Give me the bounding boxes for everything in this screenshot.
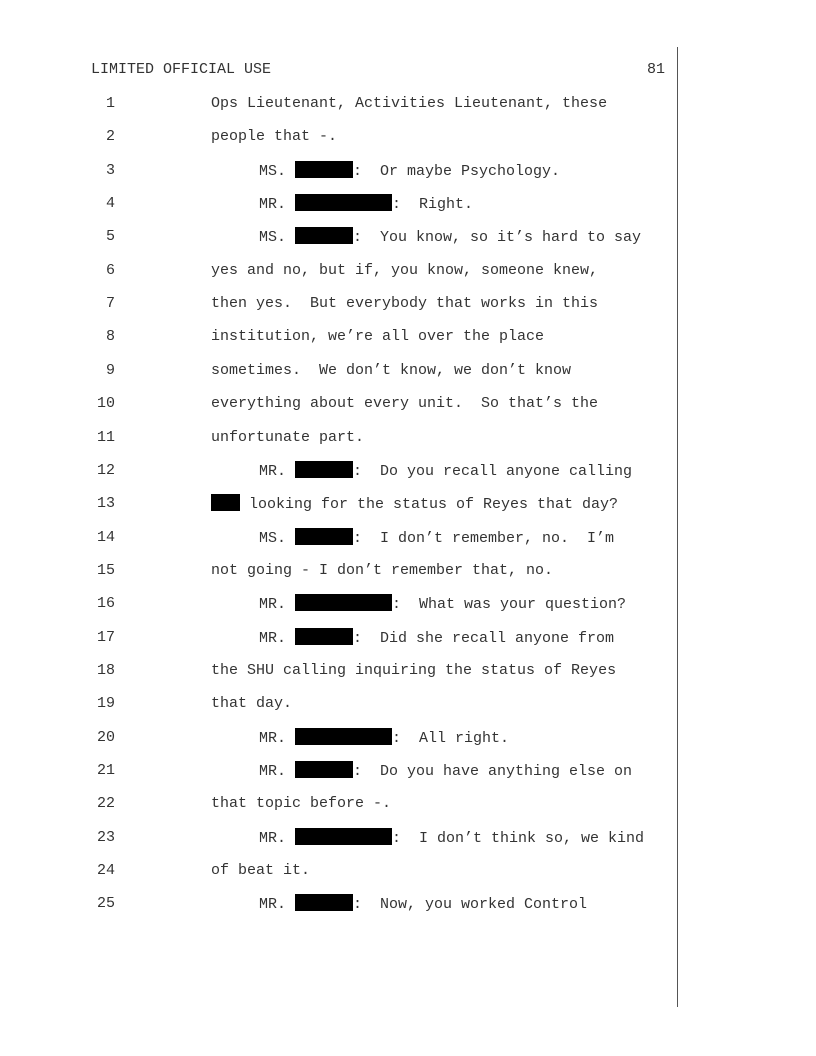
text-segment: MR. xyxy=(259,896,296,913)
line-number: 4 xyxy=(105,195,115,212)
transcript-line xyxy=(0,561,816,581)
line-number: 19 xyxy=(96,695,115,712)
transcript-line xyxy=(0,794,816,814)
text-segment: MR. xyxy=(259,596,296,613)
text-segment: MR. xyxy=(259,830,296,847)
line-text xyxy=(211,561,553,581)
line-text xyxy=(259,227,641,248)
line-text xyxy=(211,394,598,414)
line-number: 11 xyxy=(96,429,115,446)
line-number: 21 xyxy=(96,762,115,779)
transcript-line xyxy=(0,694,816,714)
line-number: 13 xyxy=(96,495,115,512)
text-segment: that topic before -. xyxy=(211,795,392,812)
text-segment: sometimes. We don’t know, we don’t know xyxy=(211,362,572,379)
text-segment: MR. xyxy=(259,763,296,780)
text-segment: unfortunate part. xyxy=(211,429,365,446)
line-number: 8 xyxy=(105,328,115,345)
text-segment: : Did she recall anyone from xyxy=(353,630,615,647)
transcript-line xyxy=(0,761,816,781)
transcript-line xyxy=(0,127,816,147)
text-segment: of beat it. xyxy=(211,862,311,879)
line-text xyxy=(211,694,292,714)
redaction-block xyxy=(295,227,353,244)
line-text xyxy=(211,361,571,381)
text-segment: looking for the status of Reyes that day? xyxy=(240,496,619,513)
text-segment: not going - I don’t remember that, no. xyxy=(211,562,554,579)
line-text xyxy=(211,94,607,114)
text-segment: that day. xyxy=(211,695,293,712)
line-number: 20 xyxy=(96,729,115,746)
line-number: 25 xyxy=(96,895,115,912)
line-text xyxy=(259,828,644,849)
line-number: 1 xyxy=(105,95,115,112)
line-number: 16 xyxy=(96,595,115,612)
text-segment: : Do you have anything else on xyxy=(353,763,633,780)
line-text xyxy=(211,127,337,147)
transcript-line xyxy=(0,661,816,681)
line-number: 7 xyxy=(105,295,115,312)
text-segment: MS. xyxy=(259,229,296,246)
line-number: 23 xyxy=(96,829,115,846)
redaction-block xyxy=(295,461,353,478)
transcript-line xyxy=(0,461,816,481)
transcript-line xyxy=(0,227,816,247)
line-number: 5 xyxy=(105,228,115,245)
line-text xyxy=(259,761,632,782)
line-number: 2 xyxy=(105,128,115,145)
line-text xyxy=(259,594,626,615)
text-segment: : Or maybe Psychology. xyxy=(353,163,561,180)
transcript-line xyxy=(0,361,816,381)
transcript-line xyxy=(0,861,816,881)
transcript-line xyxy=(0,728,816,748)
line-number: 3 xyxy=(105,162,115,179)
redaction-block xyxy=(295,728,392,745)
transcript-line xyxy=(0,594,816,614)
redaction-block xyxy=(295,194,392,211)
transcript-line xyxy=(0,94,816,114)
line-number: 12 xyxy=(96,462,115,479)
line-number: 9 xyxy=(105,362,115,379)
redaction-block xyxy=(295,594,392,611)
redaction-block xyxy=(211,494,240,511)
text-segment: : You know, so it’s hard to say xyxy=(353,229,642,246)
line-text xyxy=(259,194,473,215)
line-text xyxy=(211,494,618,515)
line-number: 24 xyxy=(96,862,115,879)
transcript-line xyxy=(0,194,816,214)
text-segment: Ops Lieutenant, Activities Lieutenant, these xyxy=(211,95,608,112)
transcript-line xyxy=(0,828,816,848)
transcript-line xyxy=(0,161,816,181)
redaction-block xyxy=(295,761,353,778)
text-segment: the SHU calling inquiring the status of Reyes xyxy=(211,662,617,679)
text-segment: MS. xyxy=(259,530,296,547)
transcript-line xyxy=(0,327,816,347)
line-text xyxy=(259,461,632,482)
text-segment: MR. xyxy=(259,730,296,747)
text-segment: MS. xyxy=(259,163,296,180)
text-segment: yes and no, but if, you know, someone knew, xyxy=(211,262,599,279)
line-text xyxy=(211,261,598,281)
line-text xyxy=(211,661,616,681)
transcript-line xyxy=(0,261,816,281)
text-segment: : I don’t think so, we kind xyxy=(392,830,645,847)
line-text xyxy=(211,861,310,881)
line-number: 18 xyxy=(96,662,115,679)
line-text xyxy=(259,728,509,749)
transcript-line xyxy=(0,628,816,648)
text-segment: : I don’t remember, no. I’m xyxy=(353,530,615,547)
redaction-block xyxy=(295,528,353,545)
line-text xyxy=(211,794,391,814)
transcript-line xyxy=(0,528,816,548)
transcript-line xyxy=(0,294,816,314)
line-number: 17 xyxy=(96,629,115,646)
text-segment: : What was your question? xyxy=(392,596,627,613)
transcript-line xyxy=(0,894,816,914)
line-number: 15 xyxy=(96,562,115,579)
line-number: 6 xyxy=(105,262,115,279)
redaction-block xyxy=(295,161,353,178)
line-text xyxy=(259,628,614,649)
line-text xyxy=(259,161,560,182)
text-segment: MR. xyxy=(259,630,296,647)
line-number: 22 xyxy=(96,795,115,812)
transcript-line xyxy=(0,494,816,514)
text-segment: then yes. But everybody that works in this xyxy=(211,295,599,312)
text-segment: : Now, you worked Control xyxy=(353,896,588,913)
line-text xyxy=(259,894,587,915)
redaction-block xyxy=(295,894,353,911)
redaction-block xyxy=(295,628,353,645)
text-segment: : Right. xyxy=(392,196,474,213)
line-text xyxy=(259,528,614,549)
line-number: 14 xyxy=(96,529,115,546)
classification-header: LIMITED OFFICIAL USE xyxy=(91,61,272,78)
line-number: 10 xyxy=(96,395,115,412)
text-segment: MR. xyxy=(259,463,296,480)
text-segment: : All right. xyxy=(392,730,510,747)
page-number: 81 xyxy=(647,61,666,78)
text-segment: everything about every unit. So that’s the xyxy=(211,395,599,412)
text-segment: institution, we’re all over the place xyxy=(211,328,545,345)
line-text xyxy=(211,294,598,314)
line-text xyxy=(211,327,544,347)
redaction-block xyxy=(295,828,392,845)
text-segment: MR. xyxy=(259,196,296,213)
transcript-line xyxy=(0,428,816,448)
text-segment: : Do you recall anyone calling xyxy=(353,463,633,480)
text-segment: people that -. xyxy=(211,128,338,145)
transcript-line xyxy=(0,394,816,414)
line-text xyxy=(211,428,364,448)
